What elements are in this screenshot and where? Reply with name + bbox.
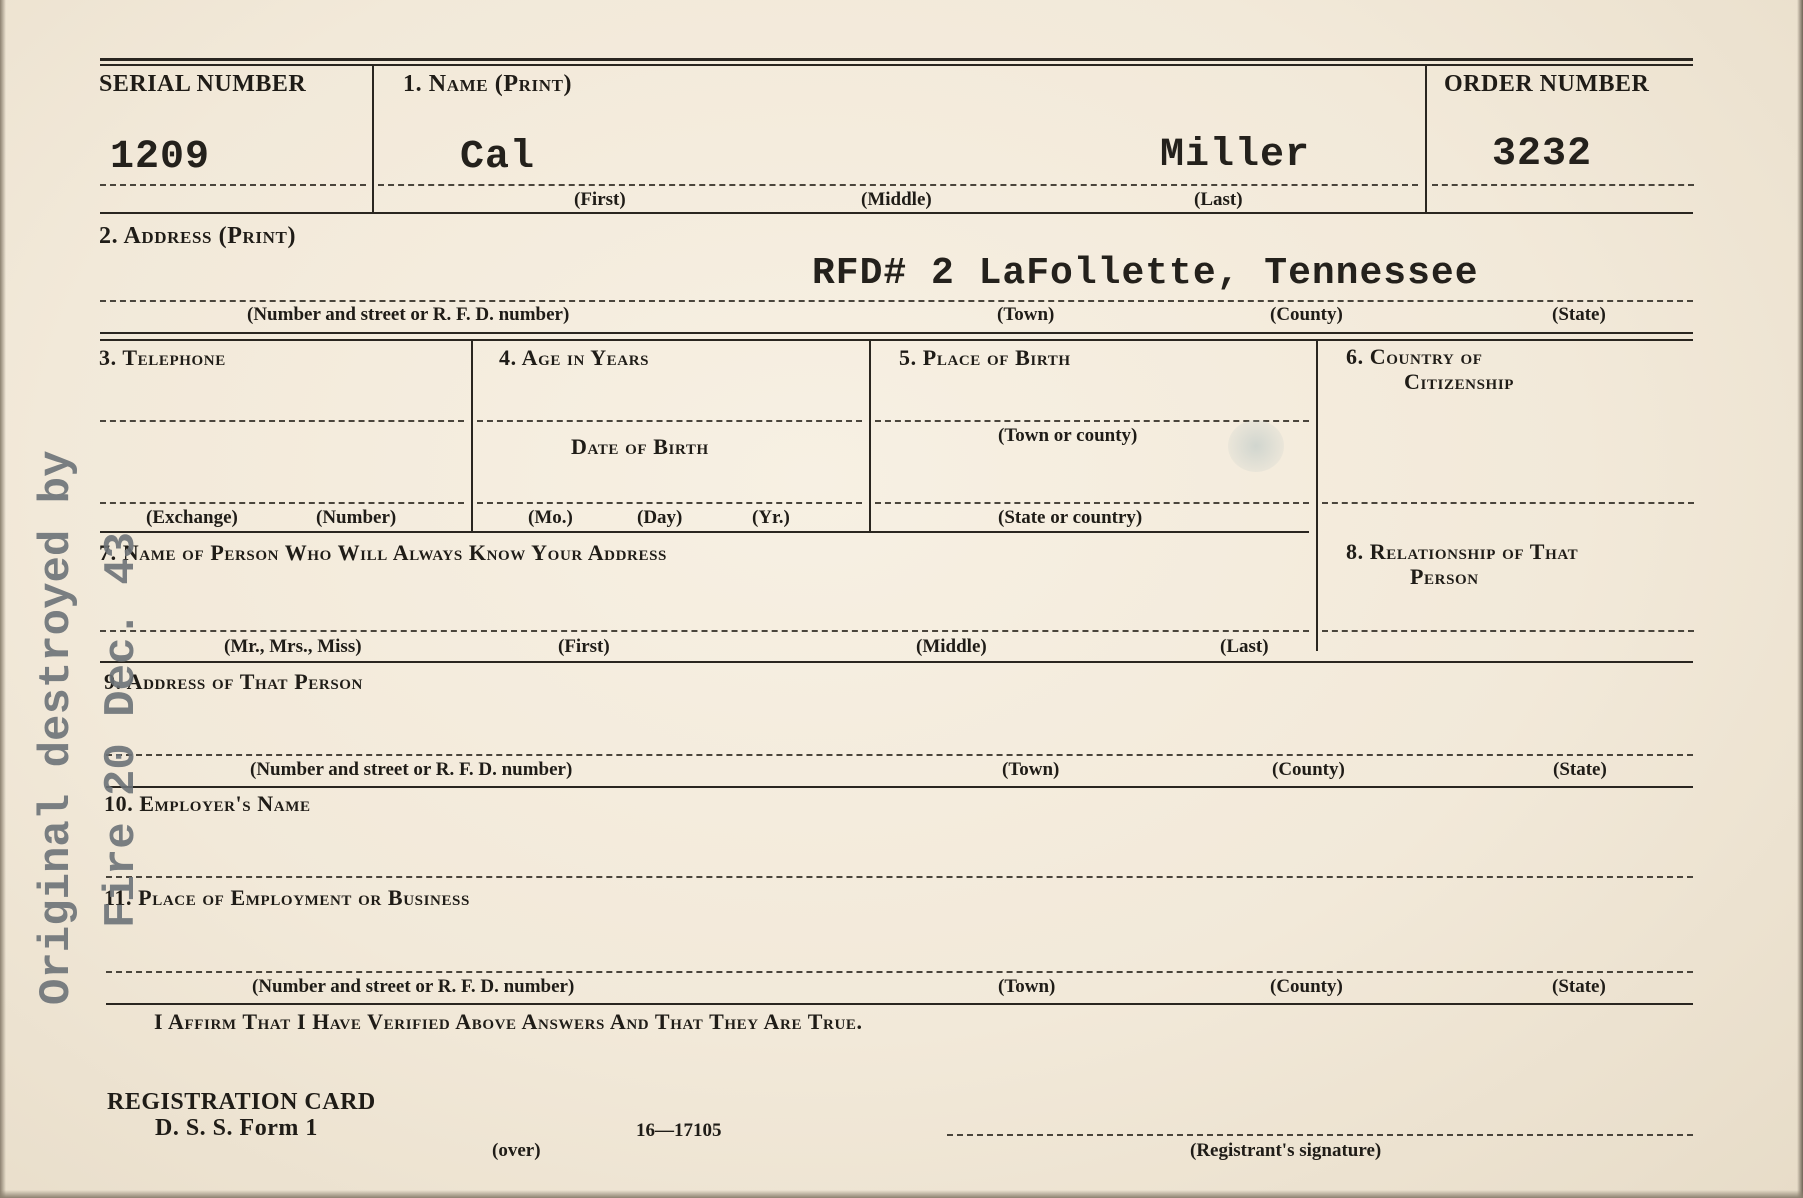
relationship-line — [1322, 630, 1694, 632]
birth-state-sublabel: (State or country) — [998, 507, 1143, 528]
employment-state-sublabel: (State) — [1552, 976, 1606, 997]
contact-address-line — [106, 754, 1693, 756]
contact-middle-sublabel: (Middle) — [916, 636, 987, 657]
top-rule-inner — [100, 64, 1693, 66]
address-town-sublabel: (Town) — [997, 304, 1055, 325]
last-name-value: Miller — [1160, 133, 1311, 178]
address-state-sublabel: (State) — [1552, 304, 1606, 325]
birth-town-sublabel: (Town or county) — [998, 425, 1138, 446]
card-bottom-edge — [0, 1190, 1803, 1198]
dob-month-sublabel: (Mo.) — [528, 507, 573, 528]
age-label: 4. Age in Years — [499, 345, 650, 370]
serial-line — [100, 184, 366, 186]
row5-rule — [106, 786, 1693, 788]
employment-town-sublabel: (Town) — [998, 976, 1056, 997]
serial-number-label: SERIAL NUMBER — [99, 71, 307, 97]
name-line — [378, 184, 1418, 186]
citizenship-label-2: Citizenship — [1404, 369, 1515, 394]
citizenship-line — [1322, 502, 1694, 504]
employment-label: 11. Place of Employment or Business — [104, 885, 470, 910]
row1-rule — [100, 212, 1693, 214]
birthplace-label: 5. Place of Birth — [899, 345, 1071, 370]
name-label: 1. Name (Print) — [403, 71, 573, 97]
tel-line-upper — [100, 420, 464, 422]
dob-label: Date of Birth — [571, 434, 709, 459]
first-name-value: Cal — [460, 135, 536, 180]
row4-rule — [100, 661, 1693, 663]
over-note: (over) — [492, 1140, 541, 1161]
signature-label: (Registrant's signature) — [1190, 1140, 1382, 1161]
employment-street-sublabel: (Number and street or R. F. D. number) — [252, 976, 575, 997]
destroyed-stamp-line-1: Original destroyed by — [32, 450, 82, 1005]
top-rule — [100, 58, 1693, 61]
order-number-value: 3232 — [1492, 132, 1593, 177]
contact-first-sublabel: (First) — [558, 636, 610, 657]
contact-address-label: 9. Address of That Person — [104, 669, 363, 694]
row7-rule — [106, 1003, 1693, 1005]
row3-rule — [100, 531, 1309, 533]
address-value: RFD# 2 LaFollette, Tennessee — [812, 252, 1479, 295]
relationship-label-1: 8. Relationship of That — [1346, 539, 1579, 564]
age-line — [477, 420, 862, 422]
tel-line-lower — [100, 502, 464, 504]
contact-person-label: 7. Name of Person Who Will Always Know Your Address — [99, 540, 667, 565]
contact-last-sublabel: (Last) — [1220, 636, 1269, 657]
birth-divider — [1316, 341, 1318, 651]
dob-line — [477, 502, 862, 504]
serial-divider — [372, 66, 374, 212]
employer-line — [106, 876, 1693, 878]
ink-smudge — [1228, 420, 1284, 472]
contact-line — [100, 630, 1309, 632]
signature-line — [947, 1134, 1693, 1136]
birth-line-lower — [875, 502, 1309, 504]
tel-divider — [471, 341, 473, 531]
address-county-sublabel: (County) — [1270, 304, 1343, 325]
dob-year-sublabel: (Yr.) — [752, 507, 790, 528]
order-line — [1432, 184, 1694, 186]
contact-title-sublabel: (Mr., Mrs., Miss) — [224, 636, 362, 657]
card-right-edge — [1797, 0, 1803, 1198]
telephone-label: 3. Telephone — [99, 345, 226, 370]
card-left-edge — [0, 0, 6, 1198]
contact-town-sublabel: (Town) — [1002, 759, 1060, 780]
order-divider — [1425, 66, 1427, 212]
card-title: REGISTRATION CARD — [107, 1089, 376, 1115]
form-number: 16—17105 — [636, 1120, 722, 1141]
name-first-sublabel: (First) — [574, 189, 626, 210]
contact-state-sublabel: (State) — [1553, 759, 1607, 780]
age-divider — [869, 341, 871, 531]
tel-number-sublabel: (Number) — [316, 507, 397, 528]
address-line — [100, 300, 1693, 302]
name-middle-sublabel: (Middle) — [861, 189, 932, 210]
name-last-sublabel: (Last) — [1194, 189, 1243, 210]
contact-street-sublabel: (Number and street or R. F. D. number) — [250, 759, 573, 780]
employer-label: 10. Employer's Name — [104, 791, 311, 816]
order-number-label: ORDER NUMBER — [1444, 71, 1650, 97]
citizenship-label-1: 6. Country of — [1346, 344, 1483, 369]
serial-number-value: 1209 — [110, 135, 211, 180]
contact-county-sublabel: (County) — [1272, 759, 1345, 780]
row2-rule-b — [100, 339, 1693, 341]
employment-line — [106, 971, 1693, 973]
tel-exchange-sublabel: (Exchange) — [146, 507, 238, 528]
relationship-label-2: Person — [1410, 564, 1479, 589]
destroyed-stamp-line-2: Fire 20 Dec. 43 — [97, 531, 147, 928]
address-label: 2. Address (Print) — [99, 223, 297, 249]
employment-county-sublabel: (County) — [1270, 976, 1343, 997]
form-name: D. S. S. Form 1 — [155, 1115, 318, 1141]
dob-day-sublabel: (Day) — [637, 507, 683, 528]
affirmation-text: I Affirm That I Have Verified Above Answers And That They Are True. — [154, 1009, 863, 1034]
row2-rule-a — [100, 332, 1693, 334]
address-street-sublabel: (Number and street or R. F. D. number) — [247, 304, 570, 325]
